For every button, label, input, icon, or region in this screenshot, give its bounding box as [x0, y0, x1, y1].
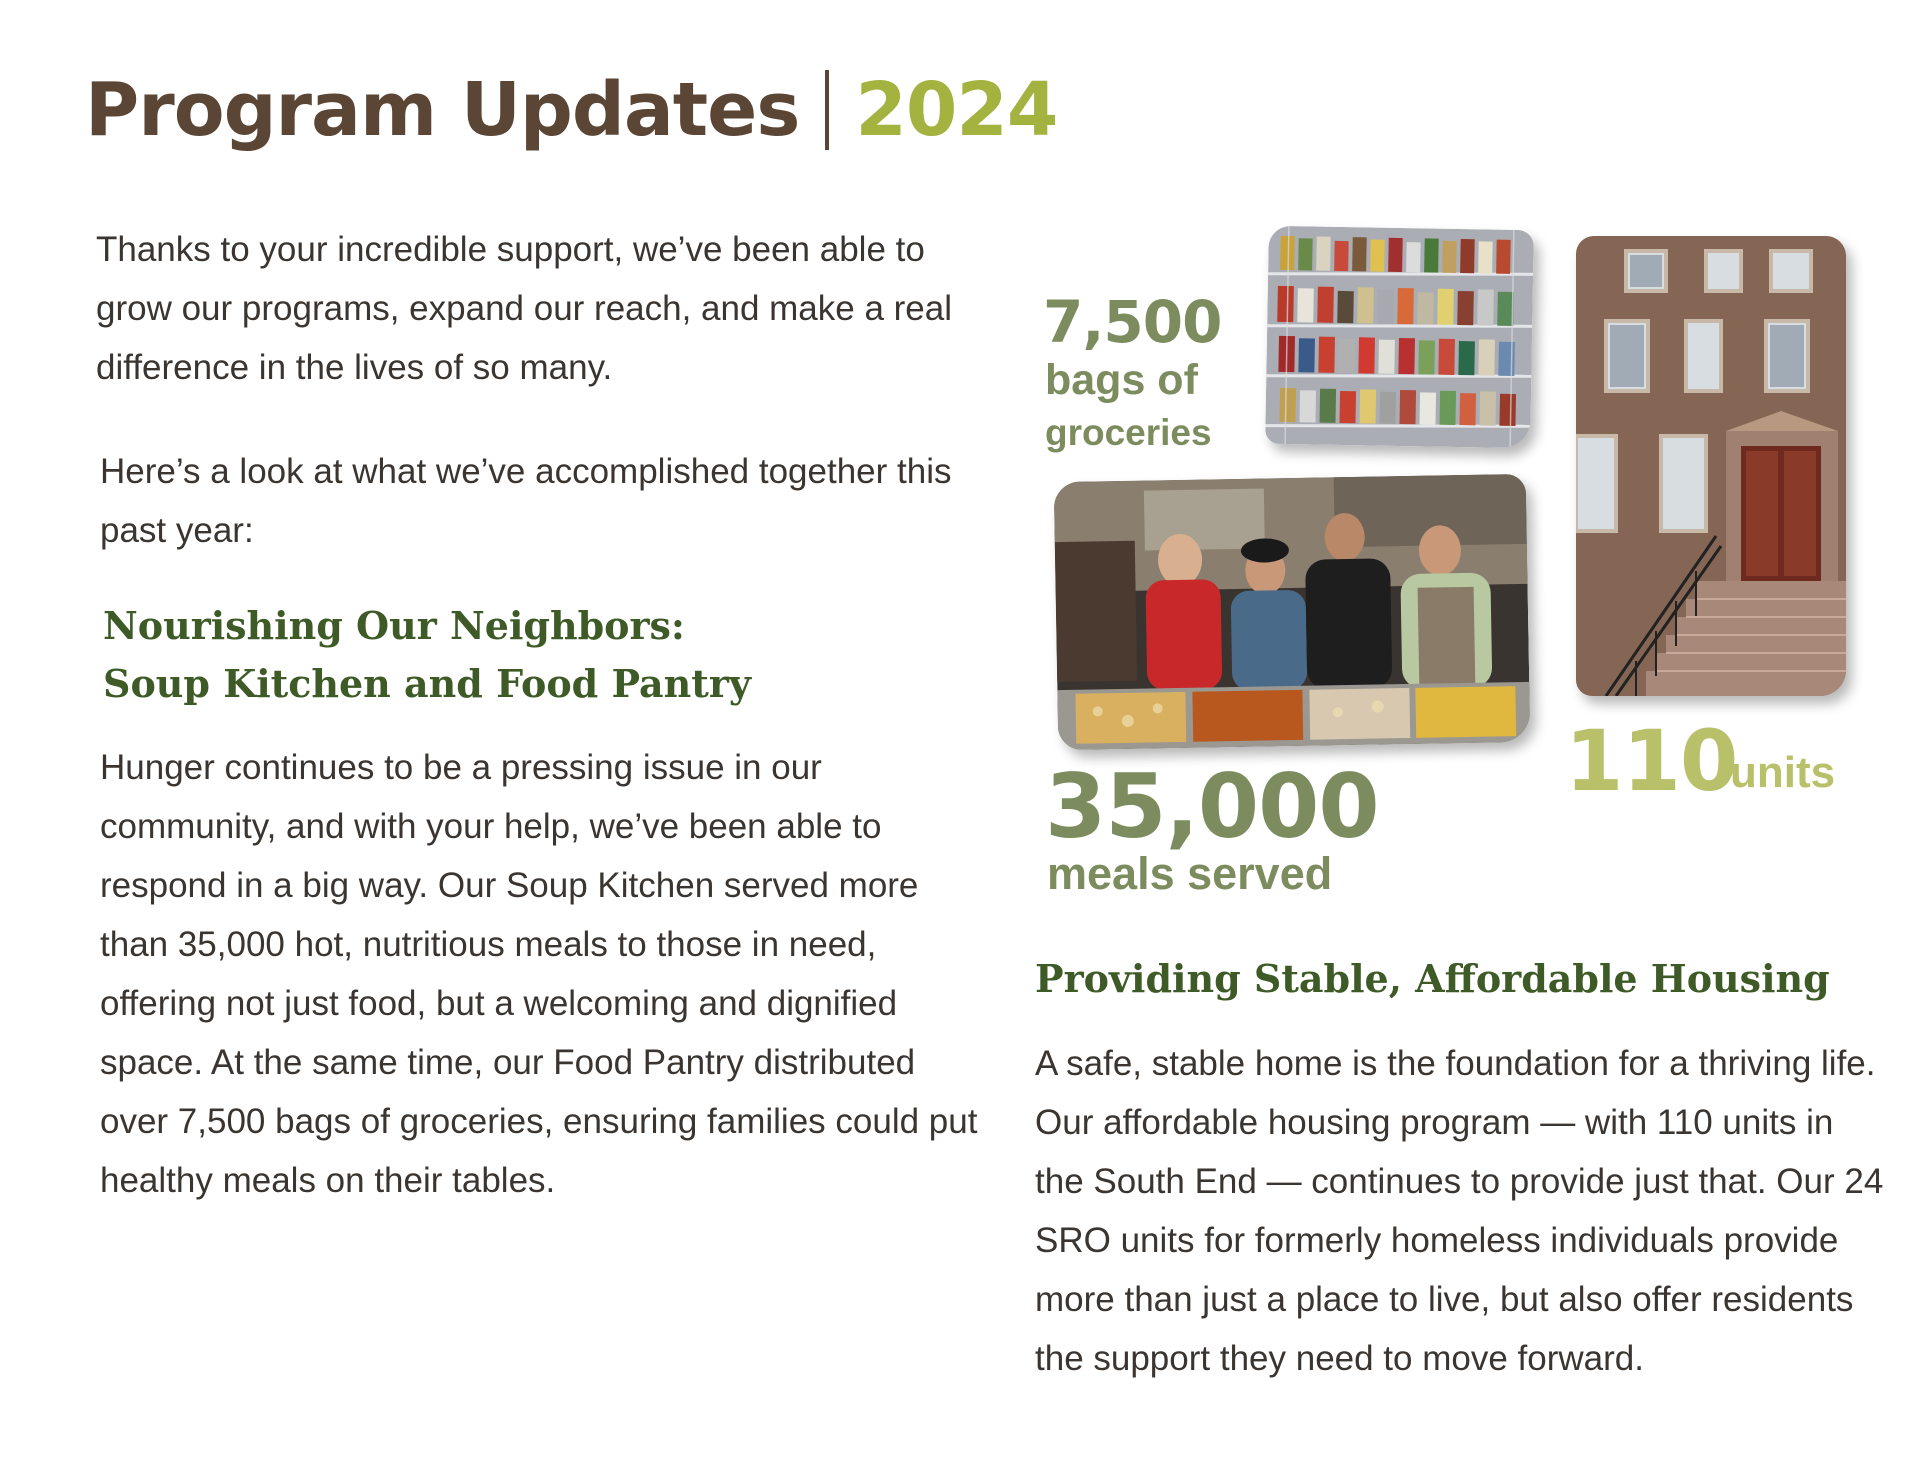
intro-paragraph-1: Thanks to your incredible support, we’ve been able to grow our programs, expand our reach, and make a real difference in the lives of so many. — [96, 230, 953, 387]
pantry-shelves-photo — [1265, 226, 1534, 449]
units-stat-number: 110 — [1565, 712, 1738, 810]
housing-section-body: A safe, stable home is the foundation for a thriving life. Our affordable housing program — with 110 units in the South End — continues to provide just that. Our 24 SRO units for formerly homeless individuals provide more than just a place to live, but also offer residents the support they need to move forward. — [1035, 1044, 1884, 1378]
food-heading-line-1: Nourishing Our Neighbors: — [103, 603, 685, 648]
title-text: Program Updates — [85, 67, 800, 153]
units-stat-label: units — [1730, 748, 1836, 797]
food-section-heading — [103, 597, 1003, 713]
soup-kitchen-volunteers-photo — [1054, 474, 1531, 750]
food-section-body: Hunger continues to be a pressing issue in our community, and with your help, we’ve been able to respond in a big way. Our Soup Kitchen served more than 35,000 hot, nutritious meals to those in need, offering not just food, but a welcoming and dignified space. At the same time, our Food Pantry distributed over 7,500 bags of groceries, ensuring families could put healthy meals on their tables. — [100, 748, 978, 1200]
page-title — [85, 60, 1057, 160]
title-year: 2024 — [855, 67, 1058, 153]
groceries-stat-label-1: bags of — [1045, 356, 1198, 404]
housing-section-heading: Providing Stable, Affordable Housing — [1035, 956, 1830, 1001]
groceries-stat-label-2: groceries — [1045, 412, 1212, 453]
meals-stat-label: meals served — [1047, 848, 1333, 899]
groceries-stat-number: 7,500 — [1043, 288, 1222, 356]
title-divider — [825, 70, 829, 150]
intro-paragraph-2: Here’s a look at what we’ve accomplished together this past year: — [100, 452, 952, 550]
food-heading-line-2: Soup Kitchen and Food Pantry — [103, 661, 751, 706]
brownstone-building-photo — [1576, 236, 1846, 696]
meals-stat-number: 35,000 — [1045, 755, 1379, 858]
